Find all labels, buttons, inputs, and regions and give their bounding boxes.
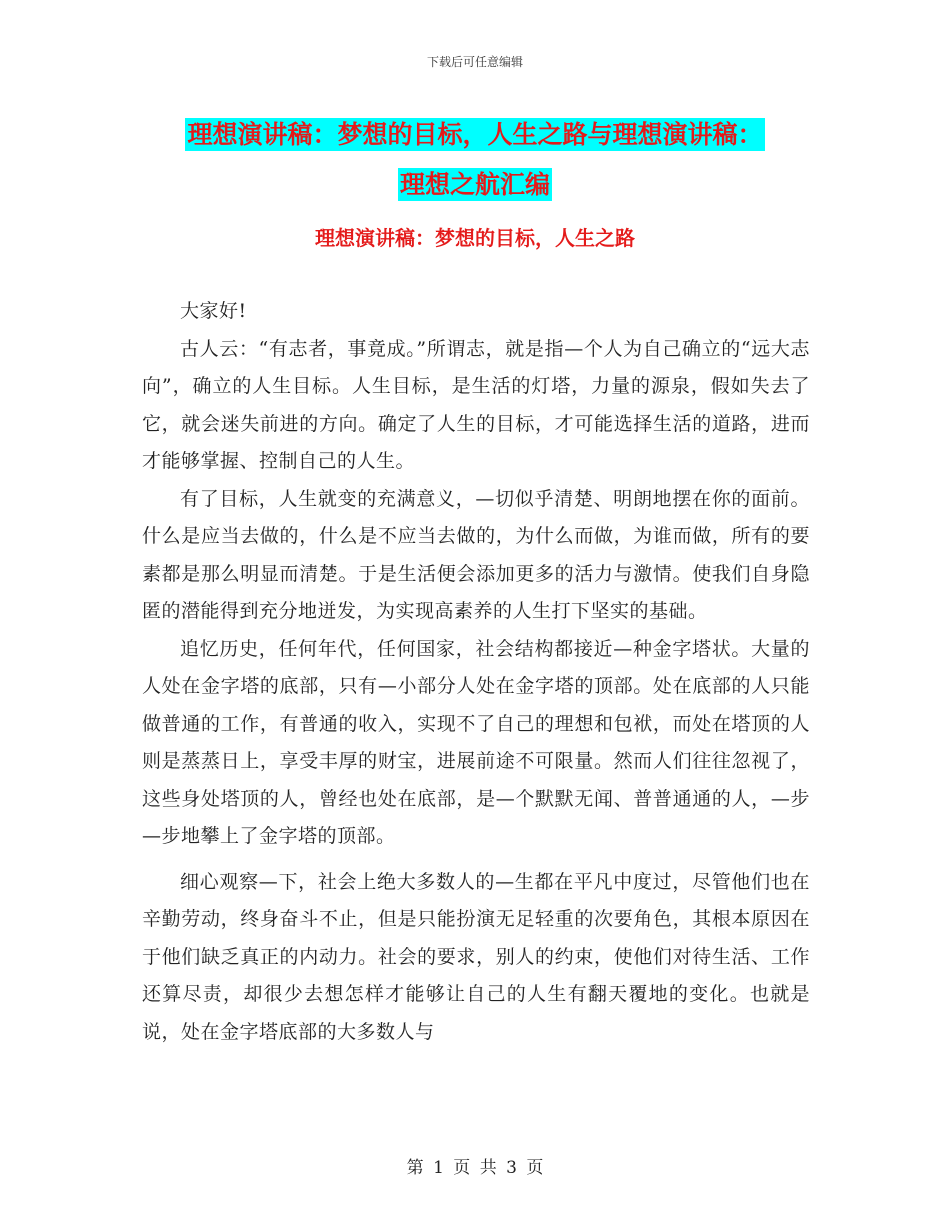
document-body xyxy=(142,293,810,1051)
document-title-line-2: 理想之航汇编 xyxy=(399,170,550,199)
paragraph: 细心观察—下，社会上绝大多数人的—生都在平凡中度过，尽管他们也在辛勤劳动，终身奋斗不止，但是只能扮演无足轻重的次要角色，其根本原因在于他们缺乏真正的内动力。社会的要求，别人的约束，使他们对待生活、工作还算尽责，却很少去想怎样才能够让自己的人生有翻天覆地的变化。也就是说，处在金字塔底部的大多数人与 xyxy=(142,870,810,1043)
document-title xyxy=(140,110,810,210)
document-title-line-1: 理想演讲稿：梦想的目标，人生之路与理想演讲稿： xyxy=(187,120,763,149)
paragraph: 有了目标，人生就变的充满意义，—切似乎清楚、明朗地摆在你的面前。什么是应当去做的，什么是不应当去做的，为什么而做，为谁而做，所有的要素都是那么明显而清楚。于是生活便会添加更多的活力与激情。使我们自身隐匿的潜能得到充分地迸发，为实现高素养的人生打下坚实的基础。 xyxy=(142,487,810,622)
section-title: 理想演讲稿：梦想的目标，人生之路 xyxy=(315,226,635,250)
paragraph: 古人云：“有志者，事竟成。”所谓志，就是指—个人为自己确立的“远大志向”，确立的人生目标。人生目标，是生活的灯塔，力量的源泉，假如失去了它，就会迷失前进的方向。确定了人生的目标，才可能选择生活的道路，进而才能够掌握、控制自己的人生。 xyxy=(142,337,810,472)
paragraph: 追忆历史，任何年代，任何国家，社会结构都接近—种金字塔状。大量的人处在金字塔的底部，只有—小部分人处在金字塔的顶部。处在底部的人只能做普通的工作，有普通的收入，实现不了自己的理想和包袱，而处在塔顶的人则是蒸蒸日上，享受丰厚的财宝，进展前途不可限量。然而人们往往忽视了，这些身处塔顶的人，曾经也处在底部，是—个默默无闻、普普通通的人，—步—步地攀上了金字塔的顶部。 xyxy=(142,637,810,847)
header-note: 下载后可任意编辑 xyxy=(426,55,523,69)
paragraph-greeting: 大家好! xyxy=(180,300,247,322)
page-number: 第 1 页 共 3 页 xyxy=(406,1158,544,1178)
